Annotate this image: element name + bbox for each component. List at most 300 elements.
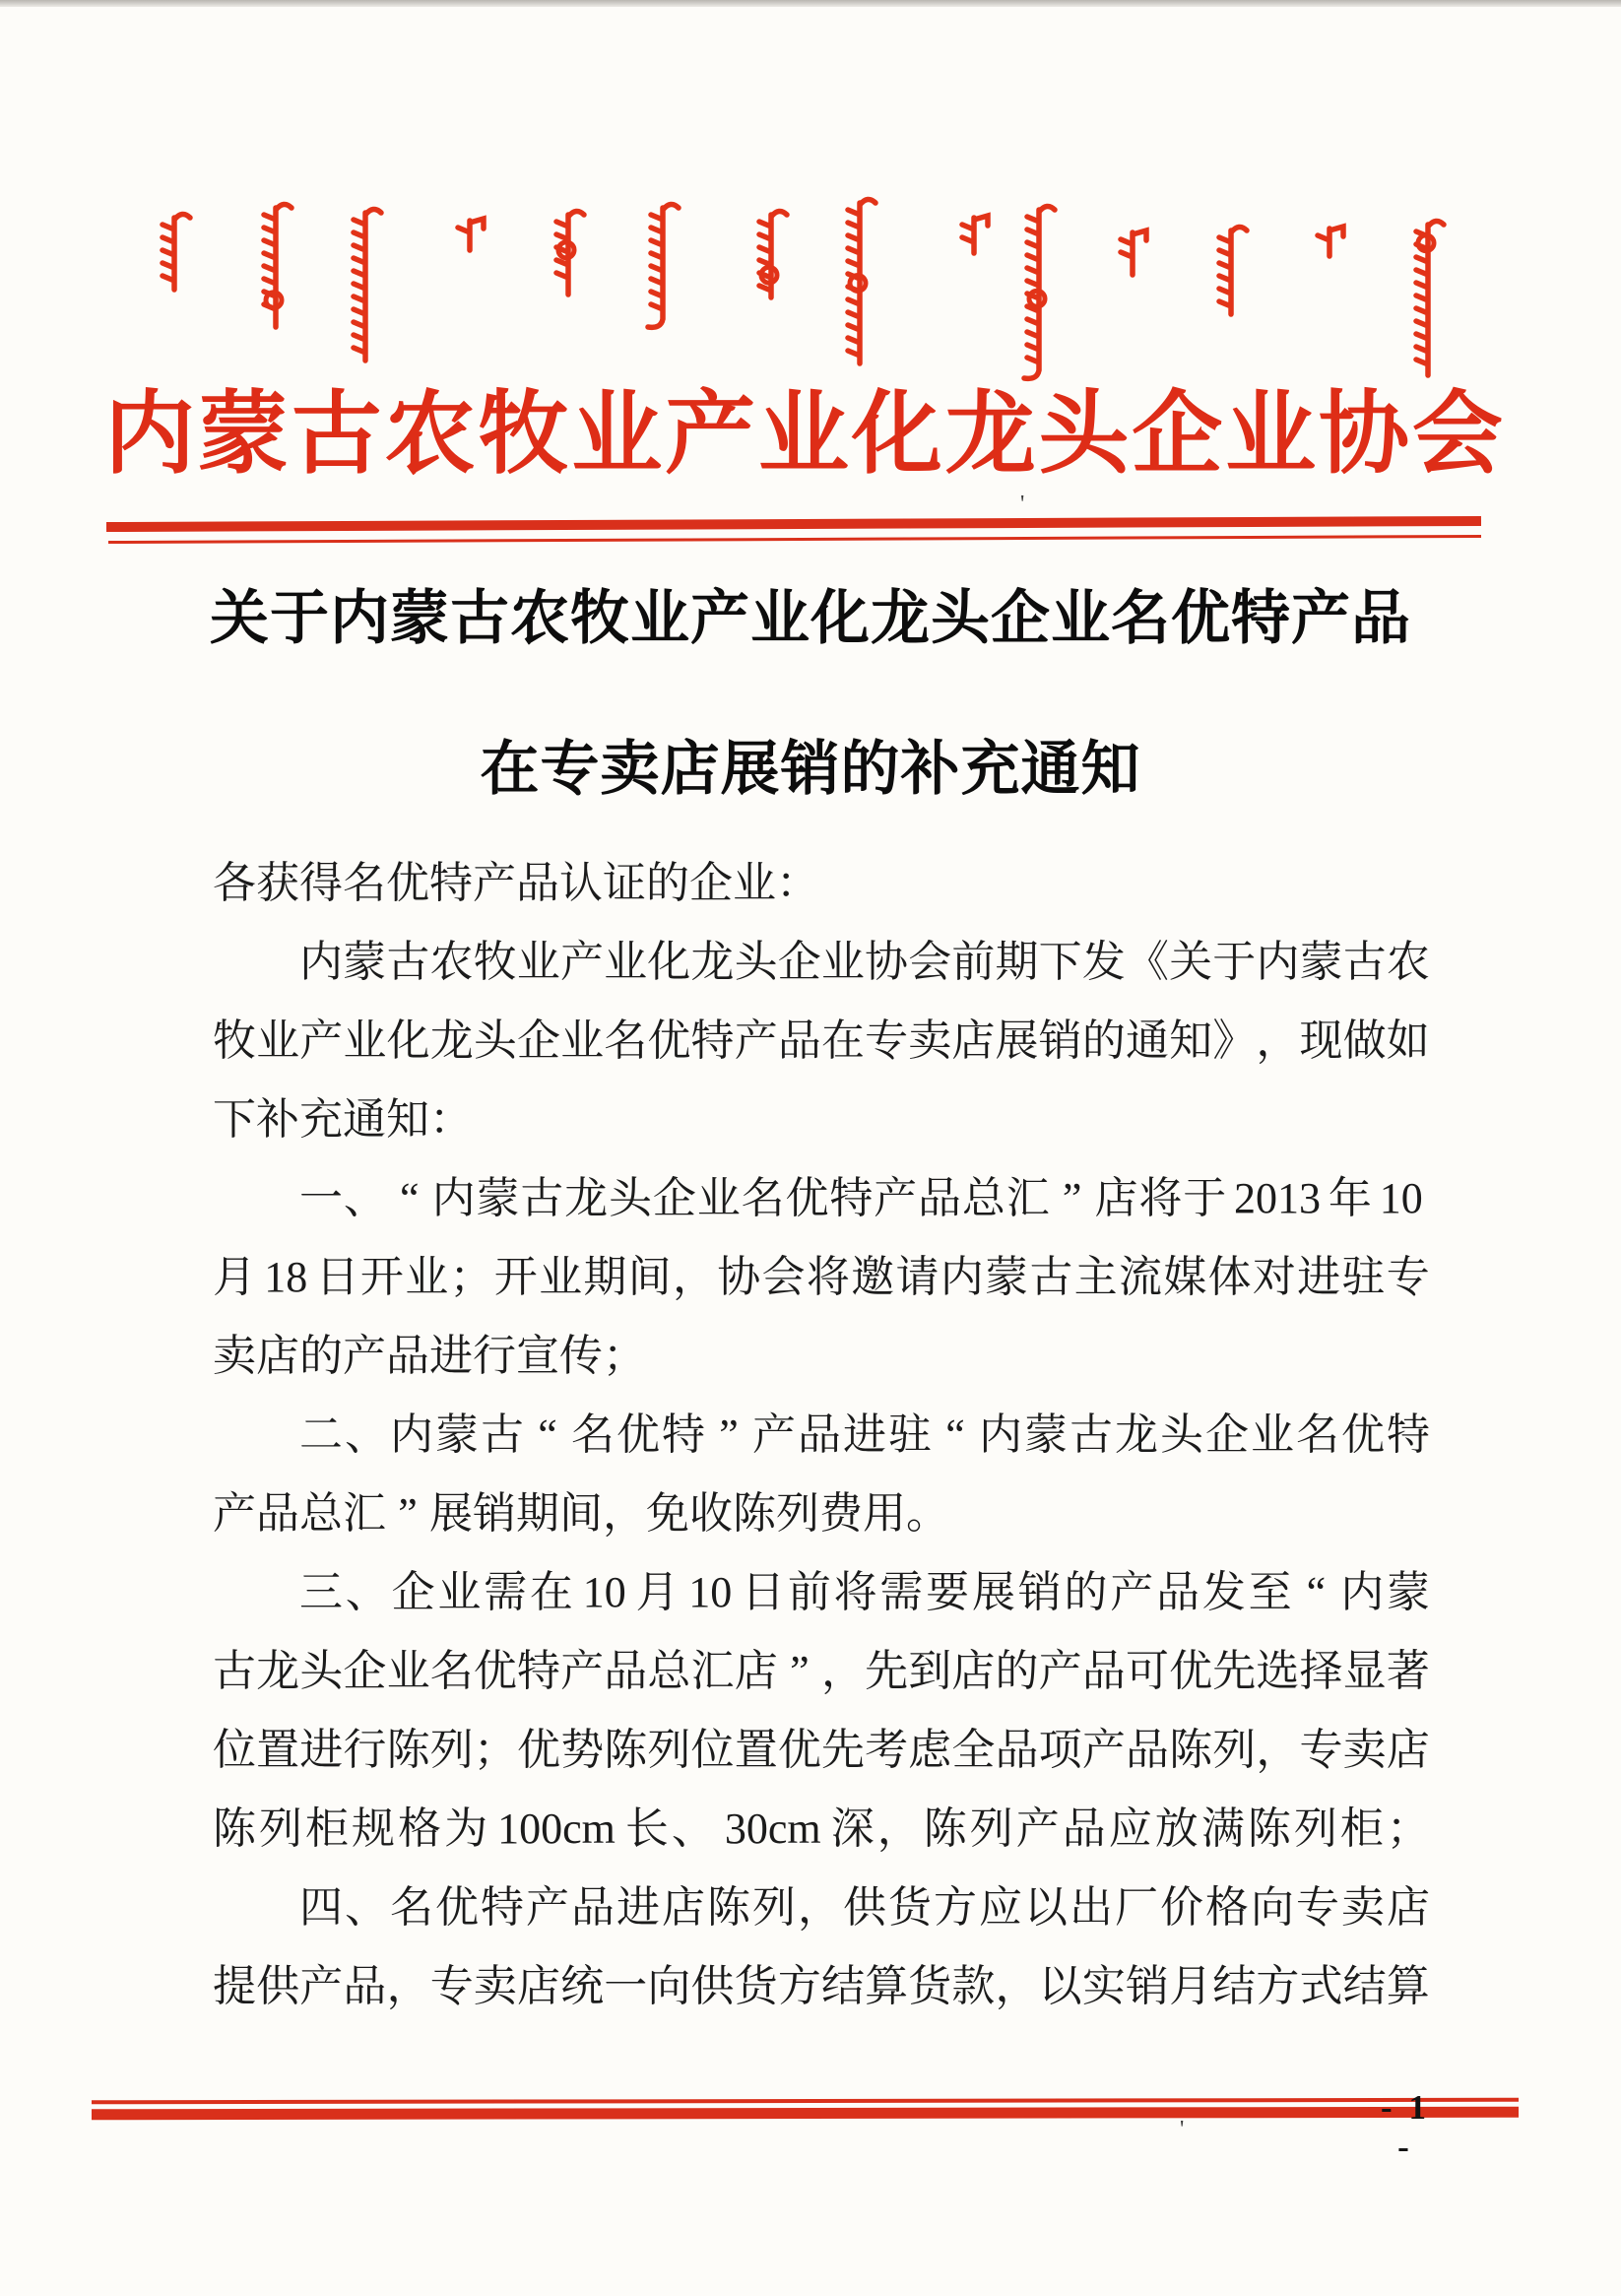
- glyph: 产: [734, 1017, 778, 1065]
- glyph: 证: [603, 859, 646, 907]
- glyph: 产: [299, 1017, 344, 1065]
- glyph: 内: [1340, 1568, 1385, 1616]
- glyph: 柜: [305, 1804, 350, 1853]
- glyph: 月: [1169, 1962, 1213, 2010]
- glyph: ，: [798, 1883, 841, 1932]
- glyph: 头: [609, 1174, 653, 1222]
- glyph: 协: [1318, 384, 1409, 485]
- glyph: 于: [1212, 938, 1257, 986]
- glyph: 势: [560, 1726, 605, 1774]
- glyph: 一: [604, 1962, 648, 2010]
- glyph: 将: [833, 1568, 877, 1616]
- glyph: 体: [1207, 1253, 1252, 1301]
- glyph: 置: [734, 1726, 778, 1774]
- glyph: 10: [582, 1568, 626, 1616]
- glyph: 年: [1328, 1174, 1372, 1222]
- glyph: 虑: [908, 1726, 952, 1774]
- glyph: 蒙: [1299, 938, 1343, 986]
- glyph: 关: [1169, 938, 1213, 986]
- glyph: 品: [1125, 1726, 1169, 1774]
- glyph: 名: [741, 1174, 785, 1222]
- glyph: 列: [1212, 1726, 1257, 1774]
- glyph: 显: [1342, 1647, 1387, 1695]
- glyph: “: [538, 1410, 557, 1459]
- glyph: 陈: [386, 1726, 430, 1774]
- glyph: 可: [1125, 1647, 1169, 1695]
- glyph: 优: [473, 1647, 517, 1695]
- glyph: 特: [429, 859, 473, 907]
- glyph: 列: [752, 1883, 796, 1932]
- glyph: 到: [908, 1647, 952, 1695]
- glyph: 卖: [213, 1332, 256, 1380]
- glyph: 期: [583, 1253, 627, 1301]
- glyph: 蒙: [197, 384, 289, 485]
- glyph: 行: [343, 1726, 387, 1774]
- glyph: 企: [652, 1174, 696, 1222]
- glyph: 内: [1256, 938, 1300, 986]
- body-line: [213, 1632, 1430, 1711]
- glyph: 出: [1070, 1883, 1113, 1932]
- glyph: 方: [777, 1962, 821, 2010]
- glyph: 陈: [707, 1883, 750, 1932]
- glyph: 列: [647, 1726, 691, 1774]
- glyph: 卖: [908, 1017, 952, 1065]
- glyph: 的: [995, 1647, 1039, 1695]
- glyph: 名: [429, 1647, 474, 1695]
- glyph: 行: [473, 1332, 516, 1380]
- notice-title-line2: 在专卖店展销的补充通知: [480, 737, 1141, 802]
- glyph: 业: [539, 1253, 583, 1301]
- body-line: [213, 1553, 1430, 1632]
- glyph: 化: [851, 384, 942, 485]
- glyph: 业: [405, 1253, 449, 1301]
- glyph: 业: [571, 384, 663, 485]
- glyph: 蒙: [343, 938, 387, 986]
- glyph: 专: [865, 1017, 909, 1065]
- glyph: 古: [1070, 1410, 1113, 1459]
- glyph: 业: [560, 1017, 605, 1065]
- glyph: 主: [1073, 1253, 1118, 1301]
- glyph: 农: [1386, 938, 1430, 986]
- glyph: 企: [1205, 1410, 1249, 1459]
- glyph: 陈: [213, 1804, 256, 1853]
- glyph: 特: [690, 1017, 735, 1065]
- glyph: 列: [776, 1489, 819, 1538]
- glyph: 向: [647, 1962, 691, 2010]
- glyph: 业: [696, 1174, 741, 1222]
- glyph: 用: [863, 1489, 906, 1538]
- glyph: 古: [520, 1174, 564, 1222]
- glyph: 获: [256, 859, 299, 907]
- glyph: 深: [830, 1804, 875, 1853]
- glyph: 龙: [690, 938, 735, 986]
- glyph: 头: [473, 1017, 517, 1065]
- glyph: 列: [969, 1804, 1013, 1853]
- glyph: 卖: [473, 1962, 517, 2010]
- glyph: 名: [604, 1017, 648, 1065]
- glyph: 品: [343, 1962, 387, 2010]
- glyph: 销: [1125, 1962, 1169, 2010]
- glyph: 产: [343, 1332, 386, 1380]
- glyph: 流: [1118, 1253, 1162, 1301]
- glyph: 龙: [944, 384, 1036, 485]
- glyph: ；: [449, 1253, 493, 1301]
- glyph: ，: [820, 1647, 865, 1695]
- glyph: 特: [1387, 1410, 1430, 1459]
- glyph: 名: [390, 1883, 433, 1932]
- glyph: 产: [299, 1962, 344, 2010]
- glyph: 、: [671, 1804, 715, 1853]
- glyph: ，: [1256, 1017, 1300, 1065]
- glyph: 在: [529, 1568, 573, 1616]
- glyph: 知: [1169, 1017, 1213, 1065]
- glyph: 业: [437, 1568, 482, 1616]
- glyph: 业: [1251, 1410, 1294, 1459]
- glyph: 古: [386, 938, 430, 986]
- glyph: 四: [299, 1883, 343, 1932]
- glyph: 业: [516, 938, 560, 986]
- glyph: ，: [603, 1489, 646, 1538]
- glyph: 汇: [1005, 1174, 1050, 1222]
- glyph: 应: [1108, 1804, 1152, 1853]
- glyph: 发: [1081, 938, 1126, 986]
- glyph: 品: [1156, 1568, 1200, 1616]
- glyph: 品: [798, 1410, 841, 1459]
- glyph: 产: [1110, 1568, 1154, 1616]
- glyph: 一: [299, 1174, 343, 1222]
- glyph: 业: [733, 859, 776, 907]
- glyph: 进: [429, 1332, 473, 1380]
- glyph: 择: [1299, 1647, 1343, 1695]
- glyph: 供: [256, 1962, 300, 2010]
- glyph: 汇: [343, 1489, 386, 1538]
- scan-edge: [0, 0, 1621, 7]
- glyph: 进: [299, 1726, 344, 1774]
- glyph: 免: [646, 1489, 689, 1538]
- glyph: 为: [444, 1804, 488, 1853]
- glyph: 企: [343, 1647, 387, 1695]
- glyph: 会: [1411, 384, 1503, 485]
- glyph: 进: [616, 1883, 660, 1932]
- glyph: 企: [516, 1017, 560, 1065]
- glyph: 补: [256, 1095, 299, 1144]
- glyph: 优: [647, 1017, 691, 1065]
- glyph: 提: [213, 1962, 256, 2010]
- body-line: [213, 923, 1430, 1002]
- glyph: 现: [1299, 1017, 1343, 1065]
- glyph: 展: [995, 1017, 1039, 1065]
- glyph: 品: [1062, 1804, 1106, 1853]
- glyph: 协: [865, 938, 909, 986]
- glyph: 间: [627, 1253, 672, 1301]
- glyph: 款: [951, 1962, 996, 2010]
- glyph: 以: [1038, 1962, 1082, 2010]
- glyph: 得: [299, 859, 343, 907]
- glyph: 展: [429, 1489, 473, 1538]
- glyph: 放: [1154, 1804, 1199, 1853]
- glyph: 优: [435, 1883, 479, 1932]
- glyph: 农: [384, 384, 476, 485]
- glyph: 格: [398, 1804, 442, 1853]
- glyph: 间: [559, 1489, 603, 1538]
- glyph: 实: [1081, 1962, 1126, 2010]
- glyph: 月: [213, 1253, 256, 1301]
- body-line: [213, 1396, 1430, 1475]
- glyph: 统: [560, 1962, 605, 2010]
- body-line: [213, 1317, 1430, 1396]
- glyph: 品: [995, 1726, 1039, 1774]
- glyph: 30cm: [724, 1804, 821, 1853]
- glyph: 业: [820, 938, 865, 986]
- glyph: 知: [386, 1095, 429, 1144]
- glyph: 业: [604, 938, 648, 986]
- glyph: 货: [888, 1883, 932, 1932]
- scan-artifact: ': [1020, 492, 1025, 517]
- glyph: 产: [560, 1647, 605, 1695]
- glyph: 。: [906, 1489, 949, 1538]
- glyph: 项: [1038, 1726, 1082, 1774]
- glyph: 古: [481, 1410, 524, 1459]
- glyph: 产: [874, 1174, 918, 1222]
- glyph: 至: [1248, 1568, 1292, 1616]
- body-line: [213, 844, 1430, 923]
- glyph: 的: [1064, 1568, 1108, 1616]
- glyph: 卖: [1342, 1726, 1387, 1774]
- glyph: 进: [843, 1410, 886, 1459]
- glyph: 考: [865, 1726, 909, 1774]
- glyph: 的: [1081, 1017, 1126, 1065]
- glyph: 特: [662, 1410, 705, 1459]
- glyph: ：: [429, 1095, 473, 1144]
- glyph: 优: [785, 1174, 829, 1222]
- glyph: 驻: [1341, 1253, 1386, 1301]
- glyph: 费: [819, 1489, 863, 1538]
- glyph: 需: [484, 1568, 528, 1616]
- glyph: 优: [386, 859, 429, 907]
- notice-title-line1: 关于内蒙古农牧业产业化龙头企业名优特产品: [210, 586, 1411, 651]
- glyph: 宣: [516, 1332, 559, 1380]
- glyph: 店: [516, 1962, 560, 2010]
- glyph: ；: [1386, 1804, 1430, 1853]
- glyph: 龙: [429, 1017, 474, 1065]
- glyph: 业: [757, 384, 849, 485]
- glyph: 算: [1386, 1962, 1430, 2010]
- glyph: 牧: [478, 384, 569, 485]
- glyph: 陈: [923, 1804, 967, 1853]
- org-name-title: [104, 374, 1503, 494]
- glyph: 媒: [1163, 1253, 1207, 1301]
- glyph: 下: [213, 1095, 256, 1144]
- glyph: 通: [343, 1095, 386, 1144]
- glyph: 业: [343, 1017, 387, 1065]
- glyph: 将: [806, 1253, 850, 1301]
- glyph: 陈: [733, 1489, 776, 1538]
- glyph: 全: [951, 1726, 996, 1774]
- glyph: 先: [865, 1647, 909, 1695]
- glyph: 开: [359, 1253, 404, 1301]
- glyph: 店: [734, 1647, 778, 1695]
- glyph: 结: [1212, 1962, 1257, 2010]
- glyph: 店: [951, 1647, 996, 1695]
- glyph: 货: [734, 1962, 778, 2010]
- glyph: 品: [1081, 1647, 1126, 1695]
- body-line: [213, 1711, 1430, 1790]
- glyph: 龙: [564, 1174, 609, 1222]
- glyph: 名: [343, 859, 386, 907]
- glyph: 产: [213, 1489, 256, 1538]
- glyph: 在: [820, 1017, 865, 1065]
- glyph: 邀: [851, 1253, 895, 1301]
- glyph: 陈: [1247, 1804, 1291, 1853]
- glyph: 品: [386, 1332, 429, 1380]
- glyph: 品: [516, 859, 559, 907]
- glyph: 发: [1201, 1568, 1246, 1616]
- glyph: 、: [345, 1568, 389, 1616]
- glyph: 2013: [1234, 1174, 1322, 1222]
- glyph: 龙: [256, 1647, 300, 1695]
- glyph: 著: [1386, 1647, 1430, 1695]
- glyph: 做: [1342, 1017, 1387, 1065]
- glyph: 内: [299, 938, 343, 986]
- glyph: 专: [1386, 1253, 1430, 1301]
- page-number: - 1 -: [1381, 2088, 1430, 2166]
- glyph: 柜: [1339, 1804, 1384, 1853]
- glyph: 专: [1296, 1883, 1339, 1932]
- glyph: 的: [299, 1332, 343, 1380]
- glyph: 陈: [1169, 1726, 1213, 1774]
- glyph: 前: [951, 938, 996, 986]
- glyph: 产: [1081, 1726, 1126, 1774]
- glyph: 内: [979, 1410, 1022, 1459]
- scan-artifact: ': [1180, 2117, 1185, 2142]
- glyph: 业: [256, 1017, 300, 1065]
- body-line: [213, 1002, 1430, 1081]
- glyph: 前: [787, 1568, 831, 1616]
- glyph: 名: [571, 1410, 615, 1459]
- body-line: [213, 1790, 1430, 1869]
- glyph: 方: [1256, 1962, 1300, 2010]
- glyph: 下: [1038, 938, 1082, 986]
- glyph: 满: [1200, 1804, 1245, 1853]
- glyph: 品: [918, 1174, 962, 1222]
- glyph: 10: [1379, 1174, 1423, 1222]
- glyph: 销: [1017, 1568, 1062, 1616]
- glyph: 汇: [690, 1647, 735, 1695]
- glyph: 产: [526, 1883, 569, 1932]
- glyph: 店: [256, 1332, 299, 1380]
- glyph: 会: [761, 1253, 806, 1301]
- glyph: ”: [398, 1489, 418, 1538]
- glyph: 优: [777, 1726, 821, 1774]
- glyph: “: [945, 1410, 965, 1459]
- glyph: 会: [908, 938, 952, 986]
- glyph: 优: [1341, 1410, 1385, 1459]
- glyph: 总: [299, 1489, 343, 1538]
- glyph: 认: [559, 859, 603, 907]
- glyph: 蒙: [985, 1253, 1029, 1301]
- glyph: 、: [345, 1883, 388, 1932]
- glyph: ”: [790, 1647, 810, 1695]
- glyph: 列: [429, 1726, 474, 1774]
- glyph: 传: [559, 1332, 603, 1380]
- glyph: 选: [1256, 1647, 1300, 1695]
- glyph: 通: [1125, 1017, 1169, 1065]
- glyph: 对: [1252, 1253, 1296, 1301]
- glyph: 头: [734, 938, 778, 986]
- glyph: 产: [1038, 1647, 1082, 1695]
- body-line: [213, 1869, 1430, 1947]
- glyph: 要: [926, 1568, 970, 1616]
- glyph: 期: [995, 938, 1039, 986]
- glyph: 规: [352, 1804, 396, 1853]
- glyph: 《: [1125, 938, 1169, 986]
- glyph: 于: [1183, 1174, 1227, 1222]
- glyph: 销: [1038, 1017, 1082, 1065]
- glyph: 驻: [888, 1410, 932, 1459]
- glyph: 内: [390, 1410, 433, 1459]
- glyph: 头: [1160, 1410, 1203, 1459]
- glyph: 列: [259, 1804, 303, 1853]
- glyph: 牧: [473, 938, 517, 986]
- glyph: 古: [1342, 938, 1387, 986]
- glyph: 协: [717, 1253, 761, 1301]
- glyph: 将: [1138, 1174, 1183, 1222]
- glyph: 店: [1387, 1883, 1430, 1932]
- glyph: 需: [879, 1568, 924, 1616]
- glyph: 各: [213, 859, 256, 907]
- glyph: 农: [429, 938, 474, 986]
- glyph: 结: [1342, 1962, 1387, 2010]
- glyph: 厂: [1115, 1883, 1158, 1932]
- glyph: 店: [1094, 1174, 1138, 1222]
- notice-body: [213, 844, 1430, 2026]
- glyph: 古: [291, 384, 382, 485]
- glyph: 10: [688, 1568, 733, 1616]
- glyph: 总: [647, 1647, 691, 1695]
- header-rule-thin: [108, 535, 1481, 544]
- glyph: 内: [431, 1174, 476, 1222]
- glyph: 品: [777, 1017, 821, 1065]
- glyph: 展: [971, 1568, 1015, 1616]
- glyph: ，: [876, 1804, 921, 1853]
- glyph: 销: [473, 1489, 516, 1538]
- glyph: 产: [473, 859, 516, 907]
- glyph: ，: [386, 1962, 430, 2010]
- glyph: 充: [299, 1095, 343, 1144]
- glyph: 店: [951, 1017, 996, 1065]
- glyph: 古: [213, 1647, 256, 1695]
- glyph: 特: [516, 1647, 560, 1695]
- glyph: 期: [516, 1489, 559, 1538]
- glyph: “: [399, 1174, 420, 1222]
- glyph: 蒙: [1024, 1410, 1068, 1459]
- glyph: 产: [752, 1410, 796, 1459]
- glyph: 》: [1212, 1017, 1257, 1065]
- glyph: 特: [829, 1174, 874, 1222]
- glyph: 先: [820, 1726, 865, 1774]
- body-line: [213, 1475, 1430, 1553]
- glyph: 置: [256, 1726, 300, 1774]
- glyph: 月: [635, 1568, 680, 1616]
- glyph: 100cm: [497, 1804, 616, 1853]
- glyph: 品: [256, 1489, 299, 1538]
- glyph: 位: [213, 1726, 256, 1774]
- glyph: 陈: [604, 1726, 648, 1774]
- glyph: 三: [299, 1568, 343, 1616]
- glyph: 、: [345, 1410, 388, 1459]
- body-line: [213, 1238, 1430, 1317]
- glyph: 如: [1386, 1017, 1430, 1065]
